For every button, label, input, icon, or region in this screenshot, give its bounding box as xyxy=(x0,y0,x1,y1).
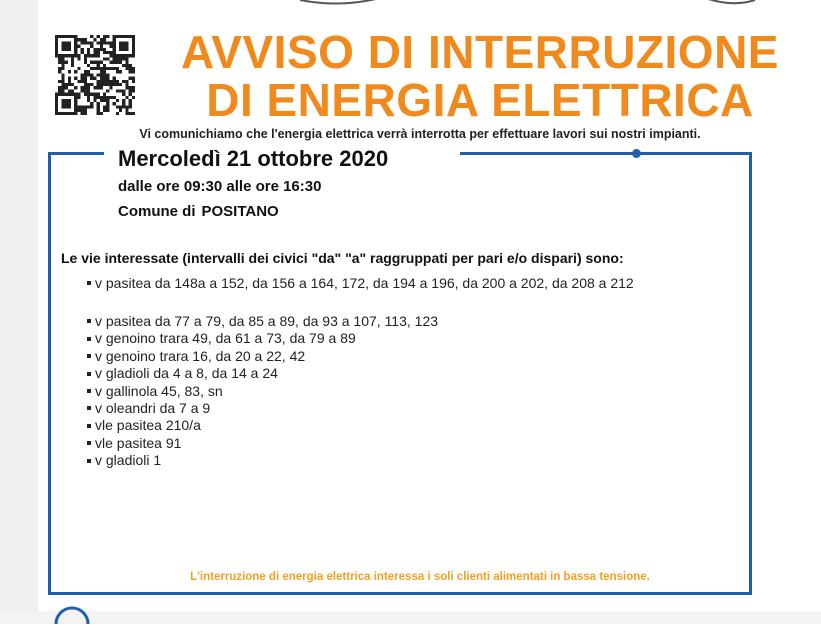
street-text: v genoino trara 16, da 20 a 22, 42 xyxy=(95,347,306,364)
street-text: v pasitea da 148a a 152, da 156 a 164, 172, da 194 a 196, da 200 a 202, da 208 a 212 xyxy=(95,275,634,291)
streets-list-1 xyxy=(87,275,634,292)
street-text: vle pasitea 210/a xyxy=(95,417,201,434)
bullet-icon xyxy=(87,372,91,376)
street-item xyxy=(87,417,438,434)
street-text: v oleandri da 7 a 9 xyxy=(95,400,211,417)
outage-time: dalle ore 09:30 alle ore 16:30 xyxy=(118,178,322,195)
bullet-icon xyxy=(87,406,91,410)
title-line-1: AVVISO DI INTERRUZIONE xyxy=(181,26,779,78)
qr-code-icon xyxy=(55,35,135,115)
street-text: vle pasitea 91 xyxy=(95,434,182,451)
bullet-icon xyxy=(87,281,91,285)
bullet-icon xyxy=(87,337,91,341)
streets-heading: Le vie interessate (intervalli dei civici "da" "a" raggruppati per pari e/o dispari) sono: xyxy=(61,250,624,266)
street-text: v gallinola 45, 83, sn xyxy=(95,382,223,399)
frame-top-left xyxy=(48,152,104,155)
street-item xyxy=(87,275,634,292)
street-item xyxy=(87,435,438,452)
street-item xyxy=(87,400,438,417)
frame-top-right xyxy=(460,152,752,155)
bullet-icon xyxy=(87,389,91,393)
company-logo-icon xyxy=(52,604,92,624)
street-item xyxy=(87,330,438,347)
street-text: v pasitea da 77 a 79, da 85 a 89, da 93 a 107, 113, 123 xyxy=(95,313,439,329)
frame-dot xyxy=(632,149,641,158)
municipality-label: Comune di xyxy=(118,203,196,220)
footnote: L'interruzione di energia elettrica interessa i soli clienti alimentati in bassa tensione. xyxy=(190,571,650,583)
outage-date: Mercoledì 21 ottobre 2020 xyxy=(118,146,389,171)
street-text: v gladioli da 4 a 8, da 14 a 24 xyxy=(95,365,278,382)
notice-title xyxy=(150,28,810,124)
title-line-2: DI ENERGIA ELETTRICA xyxy=(206,74,754,126)
municipality xyxy=(118,203,279,220)
bullet-icon xyxy=(87,441,91,445)
bullet-icon xyxy=(87,319,91,323)
bullet-icon xyxy=(87,459,91,463)
decorative-curve xyxy=(300,0,760,8)
bullet-icon xyxy=(87,424,91,428)
intro-text: Vi comunichiamo che l'energia elettrica verrà interrotta per effettuare lavori sui nostri impianti. xyxy=(139,127,701,141)
street-item xyxy=(87,383,438,400)
street-text: v genoino trara 49, da 61 a 73, da 79 a 89 xyxy=(95,330,356,347)
street-item xyxy=(87,313,438,330)
street-item xyxy=(87,365,438,382)
street-text: v gladioli 1 xyxy=(95,452,162,469)
street-item xyxy=(87,452,438,469)
street-item xyxy=(87,348,438,365)
bullet-icon xyxy=(87,354,91,358)
municipality-name: POSITANO xyxy=(201,203,279,220)
streets-list-2 xyxy=(87,313,438,470)
page-margin xyxy=(0,0,38,611)
